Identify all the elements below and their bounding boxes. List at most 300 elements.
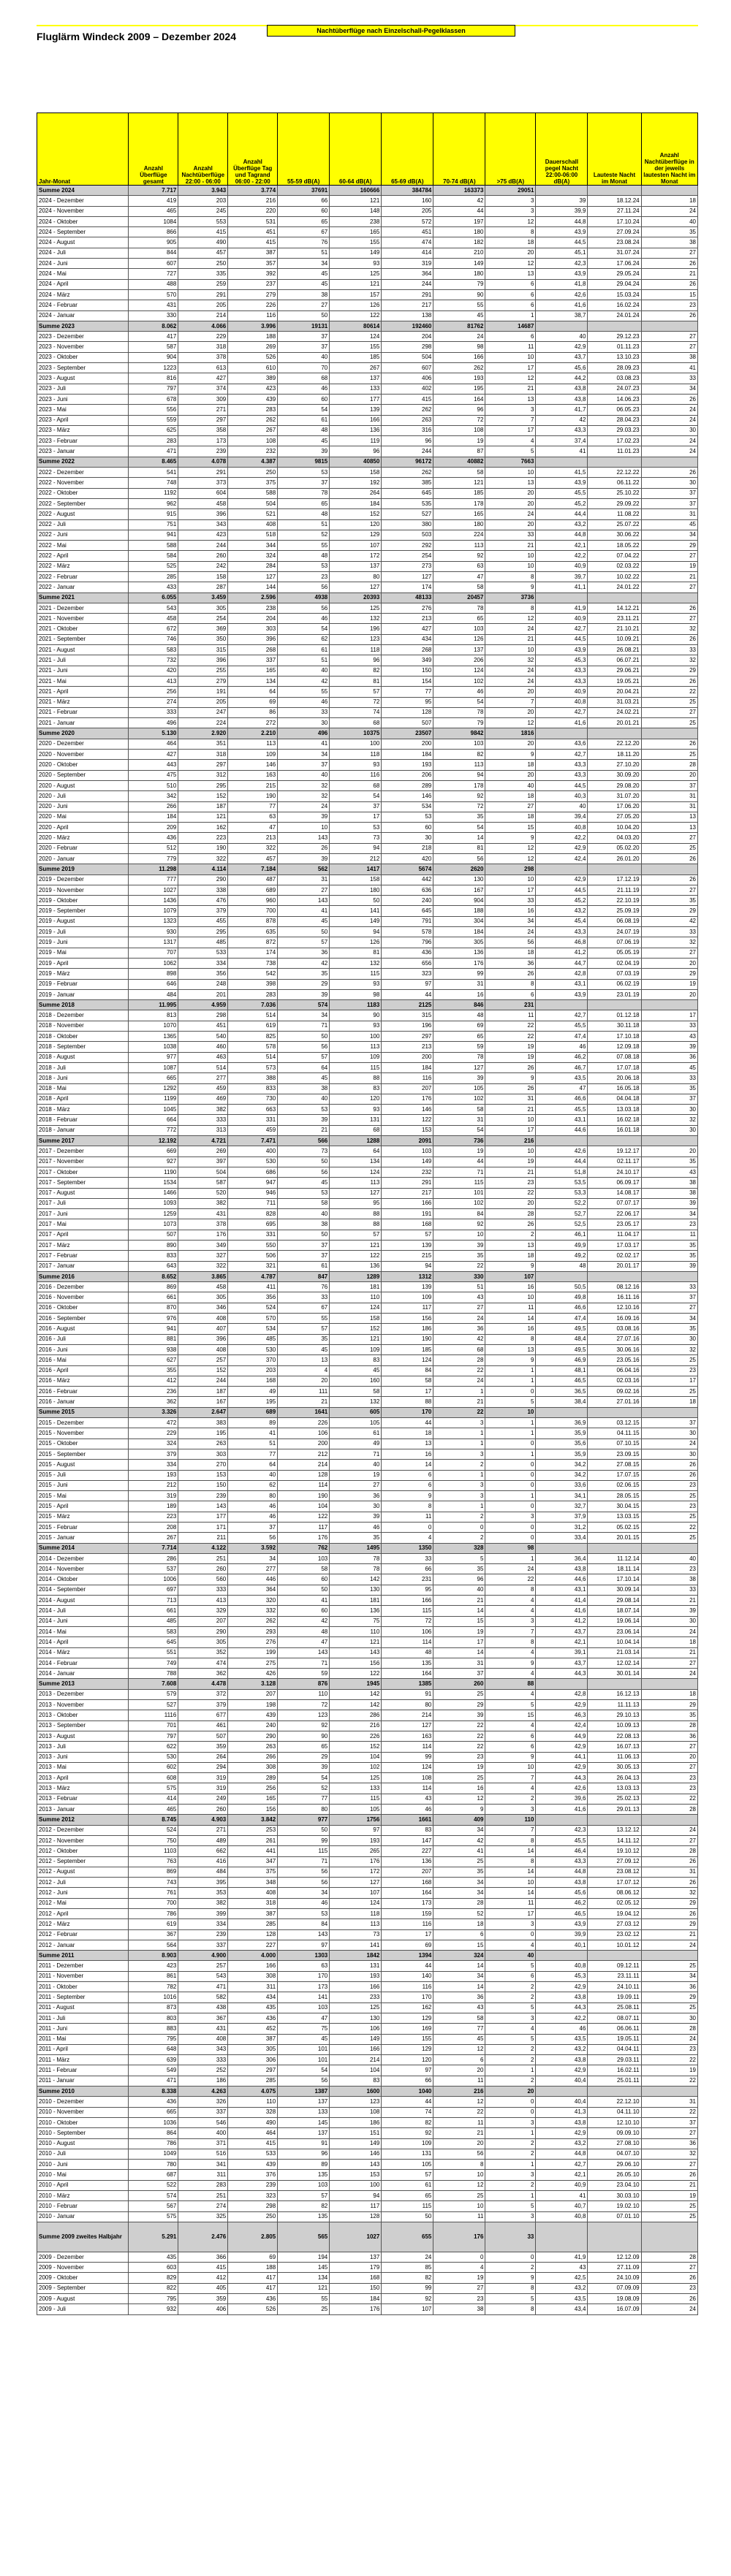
table-cell: 367 [129,1929,178,1940]
table-row [37,1219,698,1230]
table-cell: 24 [641,1825,697,1835]
table-cell: 20.01.21 [588,718,641,728]
table-cell: 471 [129,2076,178,2086]
table-cell: 45 [278,1073,330,1083]
table-cell: 40 [485,1951,536,1961]
summary-row [37,592,698,603]
table-cell: 527 [382,509,433,519]
table-cell: 103 [382,1146,433,1156]
table-cell: 42,7 [536,624,588,634]
table-cell: 298 [228,2201,278,2211]
table-cell: 521 [228,509,278,519]
table-cell: 6 [433,2055,485,2065]
table-cell: 37,4 [536,436,588,446]
table-cell: 20.01.15 [588,1533,641,1543]
table-cell: 236 [129,1387,178,1397]
table-cell: 730 [228,1094,278,1104]
table-cell: 45,1 [536,248,588,258]
table-cell: 522 [129,2180,178,2190]
table-cell: 22 [641,1794,697,1804]
table-cell: 29.09.22 [588,498,641,508]
table-cell: 41 [228,1428,278,1438]
table-cell: 263 [178,1438,228,1449]
table-cell: 101 [278,2055,330,2065]
row-label: 2015 - August [37,1460,129,1470]
table-cell: 109 [330,1052,382,1062]
table-cell: 143 [330,2160,382,2170]
table-cell: 180 [433,519,485,530]
summary-row [37,1407,698,1417]
table-cell: 24 [382,2252,433,2262]
table-cell: 4.787 [228,1271,278,1281]
table-cell: 59 [433,1042,485,1052]
table-cell: 22 [433,1720,485,1731]
table-cell: 665 [129,1073,178,1083]
table-cell: 9 [433,1805,485,1815]
table-cell: 132 [330,958,382,968]
table-cell: 71 [330,1449,382,1459]
table-cell: 305 [433,937,485,948]
table-cell: 107 [382,2304,433,2314]
table-cell: 120 [330,1094,382,1104]
table-cell: 136 [382,1856,433,1867]
table-cell: 21 [641,1929,697,1940]
table-cell: 5 [485,2034,536,2044]
row-label: 2022 - Juni [37,530,129,540]
table-cell: 1 [485,1376,536,1386]
table-cell: 26 [641,603,697,613]
table-cell: 26 [485,1083,536,1094]
table-cell: 54 [433,823,485,833]
table-cell: 72 [382,1616,433,1626]
row-label: Summe 2017 [37,1136,129,1146]
table-cell: 164 [433,394,485,404]
table-cell: 160 [330,1376,382,1386]
row-label: Summe 2021 [37,592,129,603]
table-cell: 43,3 [536,425,588,435]
table-cell: 186 [330,2117,382,2127]
table-cell: 43,4 [536,2304,588,2314]
table-cell: 206 [433,655,485,666]
table-cell: 42,1 [536,541,588,551]
table-cell: 290 [228,1731,278,1741]
table-cell: 103 [278,1553,330,1563]
table-cell: 512 [129,843,178,853]
table-cell: 39 [278,446,330,457]
table-row [37,1689,698,1699]
table-cell: 446 [228,1574,278,1585]
table-cell: 535 [382,498,433,508]
table-cell: 274 [178,2201,228,2211]
table-cell: 41,2 [536,948,588,958]
table-cell: 143 [330,1647,382,1658]
table-cell: 176 [433,2222,485,2252]
row-label: 2024 - Mai [37,269,129,279]
table-row [37,958,698,968]
table-cell: 199 [228,1647,278,1658]
table-cell: 4.078 [178,457,228,467]
table-cell: 732 [129,655,178,666]
table-cell: 36,4 [536,1553,588,1563]
table-cell: 7.184 [228,864,278,874]
table-row [37,1376,698,1386]
table-cell: 07.04.22 [588,551,641,561]
table-cell: 34 [485,916,536,926]
row-label: 2020 - April [37,823,129,833]
table-cell: 23 [641,300,697,310]
table-cell: 286 [129,1553,178,1563]
table-cell: 59 [278,1669,330,1679]
table-cell: 139 [382,1282,433,1292]
table-cell: 30 [641,425,697,435]
table-cell: 35 [278,969,330,979]
column-header: Anzahl Nachtüberflüge 22:00 - 06:00 [178,113,228,186]
row-label: 2013 - September [37,1720,129,1731]
table-cell: 49 [228,1387,278,1397]
table-cell: 40 [641,1553,697,1563]
table-cell: 55 [278,541,330,551]
table-cell: 645 [382,906,433,916]
table-cell: 14 [485,1314,536,1324]
table-cell: 10.04.20 [588,823,641,833]
table-cell: 791 [382,916,433,926]
table-cell: 41,1 [536,582,588,592]
table-cell: 4.478 [178,1679,228,1689]
row-label: Summe 2024 [37,186,129,196]
table-cell: 1 [485,2128,536,2138]
table-cell: 11.11.13 [588,1700,641,1710]
table-cell: 244 [178,541,228,551]
table-row [37,948,698,958]
table-row [37,969,698,979]
table-cell: 41,4 [536,1596,588,1606]
table-cell: 184 [382,750,433,760]
table-cell: 5 [485,2294,536,2304]
table-cell: 648 [129,2044,178,2054]
table-cell: 34,2 [536,1470,588,1480]
table-cell: 85 [382,2263,433,2273]
table-cell: 455 [178,916,228,926]
table-cell: 1016 [129,1992,178,2003]
row-label: 2015 - Februar [37,1523,129,1533]
table-cell: 382 [178,1898,228,1908]
table-cell: 04.03.20 [588,833,641,843]
table-row [37,468,698,478]
table-cell: 62 [278,634,330,644]
table-cell: 25 [641,1961,697,1971]
table-cell: 46 [382,1805,433,1815]
table-row [37,896,698,906]
table-cell: 98 [485,1543,536,1553]
table-cell [536,592,588,603]
table-cell: 208 [129,1523,178,1533]
table-cell: 566 [278,1136,330,1146]
table-cell: 160666 [330,186,382,196]
table-cell: 46 [330,1523,382,1533]
table-cell: 82 [382,2117,433,2127]
table-cell: 93 [330,1105,382,1115]
row-label: 2021 - April [37,687,129,697]
table-cell: 534 [228,1324,278,1334]
table-cell: 475 [129,770,178,780]
table-cell: 04.11.10 [588,2107,641,2117]
row-label: 2015 - Juni [37,1480,129,1490]
table-cell [536,728,588,739]
table-cell: 80 [228,1491,278,1501]
table-cell: 46 [228,1501,278,1512]
table-cell: 96 [433,405,485,415]
table-cell: 408 [178,1314,228,1324]
table-cell: 96 [330,446,382,457]
table-cell: 24 [433,1314,485,1324]
table-cell: 01.11.23 [588,342,641,352]
table-cell: 104 [330,1752,382,1762]
table-cell: 382 [178,1105,228,1115]
table-cell: 08.06.12 [588,1888,641,1898]
table-cell: 19.06.14 [588,1616,641,1626]
table-row [37,237,698,248]
table-cell: 3 [433,1491,485,1501]
table-cell: 44 [433,1156,485,1167]
table-cell: 23.05.16 [588,1355,641,1365]
table-cell: 06.08.19 [588,916,641,926]
table-cell: 43 [536,2263,588,2273]
table-cell: 77 [433,2024,485,2034]
table-cell: 39 [278,989,330,999]
table-cell: 14.06.23 [588,394,641,404]
table-cell: 46,3 [536,1710,588,1720]
column-header: >75 dB(A) [485,113,536,186]
table-cell: 43,7 [536,1658,588,1668]
table-cell: 822 [129,2283,178,2293]
row-label: 2022 - August [37,509,129,519]
table-cell: 52 [433,1908,485,1918]
table-cell: 02.05.12 [588,1898,641,1908]
table-cell: 746 [129,634,178,644]
table-cell: 153 [178,1470,228,1480]
table-cell: 19 [433,1762,485,1772]
table-cell: 90 [433,289,485,300]
table-cell: 415 [228,237,278,248]
table-cell: 43,9 [536,269,588,279]
table-cell: 204 [228,614,278,624]
table-cell: 174 [228,948,278,958]
table-cell: 4 [485,1669,536,1679]
row-label: 2013 - Juli [37,1742,129,1752]
table-cell: 1087 [129,1062,178,1072]
row-label: 2014 - Februar [37,1658,129,1668]
table-cell: 50 [278,1156,330,1167]
table-cell: 94 [433,770,485,780]
table-cell: 12.12.09 [588,2252,641,2262]
table-cell: 607 [382,363,433,373]
table-cell: 602 [129,1762,178,1772]
row-label: 2016 - Dezember [37,1282,129,1292]
table-cell: 484 [178,1867,228,1877]
table-cell: 290 [178,1626,228,1636]
row-label: 2010 - Dezember [37,2097,129,2107]
table-cell: 2 [485,2138,536,2149]
table-cell: 82 [433,750,485,760]
table-cell: 124 [330,332,382,342]
table-row [37,1616,698,1626]
table-cell: 24 [485,509,536,519]
table-cell: 08.12.16 [588,1282,641,1292]
table-cell: 4 [485,436,536,446]
row-label: 2011 - Dezember [37,1961,129,1971]
table-cell: 359 [178,1742,228,1752]
table-cell: 38 [278,1219,330,1230]
row-label: 2018 - November [37,1021,129,1031]
table-cell: 1 [485,1491,536,1501]
table-cell: 34 [278,750,330,760]
table-cell: 04.04.18 [588,1094,641,1104]
table-cell: 20 [485,488,536,498]
table-cell: 77 [278,1794,330,1804]
table-cell: 533 [228,2149,278,2159]
row-label: 2019 - November [37,885,129,895]
table-cell: 342 [129,791,178,801]
table-cell: 36 [485,958,536,968]
table-cell: 25 [641,718,697,728]
table-cell: 796 [382,937,433,948]
summary-row [37,1271,698,1281]
table-cell: 270 [178,1460,228,1470]
row-label: 2011 - Oktober [37,1982,129,1992]
table-row [37,750,698,760]
table-cell: 184 [330,2294,382,2304]
table-cell: 417 [228,2283,278,2293]
row-label: 2014 - April [37,1637,129,1647]
table-cell: 19.09.11 [588,1992,641,2003]
table-cell: 108 [330,2107,382,2117]
table-cell: 803 [129,2013,178,2023]
table-cell: 40 [485,780,536,790]
table-cell: 163373 [433,186,485,196]
table-cell: 4 [485,1783,536,1794]
table-cell: 17 [485,885,536,895]
table-cell: 26 [641,2170,697,2180]
table-cell: 686 [228,1167,278,1177]
table-cell: 38 [641,352,697,362]
table-cell: 166 [228,1961,278,1971]
table-cell: 941 [129,530,178,540]
table-cell: 31 [485,1094,536,1104]
table-cell: 1 [485,1449,536,1459]
table-cell: 211 [178,1533,228,1543]
table-cell: 29 [641,1700,697,1710]
table-cell: 530 [228,1344,278,1354]
table-cell: 263 [382,415,433,425]
table-cell: 42 [278,958,330,968]
table-cell: 20457 [433,592,485,603]
table-cell: 687 [129,2170,178,2180]
table-row [37,666,698,676]
table-cell: 126 [330,937,382,948]
table-cell: 27 [641,1658,697,1668]
table-cell: 40 [641,216,697,226]
table-cell: 304 [433,916,485,926]
row-label: 2011 - Mai [37,2034,129,2044]
table-cell: 34 [641,1314,697,1324]
table-cell: 22 [485,1032,536,1042]
table-cell: 22 [485,1021,536,1031]
table-cell: 625 [129,425,178,435]
table-cell: 0 [485,1438,536,1449]
table-cell: 27 [641,332,697,342]
table-cell: 205 [178,300,228,310]
row-label: 2023 - Januar [37,446,129,457]
table-cell: 146 [382,791,433,801]
table-cell: 42,8 [536,1689,588,1699]
table-cell: 5674 [382,864,433,874]
table-cell: 786 [129,2138,178,2149]
table-cell: 19 [485,1052,536,1062]
table-cell: 46 [433,687,485,697]
table-cell: 121 [433,478,485,488]
table-cell: 255 [178,666,228,676]
table-cell [536,2087,588,2097]
table-cell: 65 [278,498,330,508]
table-cell: 27 [641,582,697,592]
table-cell: 51 [433,1282,485,1292]
table-cell: 45,2 [536,896,588,906]
table-cell: 193 [433,373,485,384]
table-cell: 24.02.21 [588,707,641,717]
table-cell: 43 [641,1167,697,1177]
table-cell: 42,4 [536,1720,588,1731]
table-cell: 45 [278,279,330,289]
table-cell: 15 [485,823,536,833]
table-cell: 330 [129,310,178,321]
table-cell: 25.01.11 [588,2076,641,2086]
table-cell: 414 [382,248,433,258]
table-cell: 181 [330,1596,382,1606]
table-cell: 25 [641,2201,697,2211]
table-cell: 126 [433,634,485,644]
table-cell: 07.01.10 [588,2211,641,2222]
table-cell: 13 [641,823,697,833]
table-cell: 54 [278,1773,330,1783]
table-cell: 65 [382,2191,433,2201]
table-cell: 41,6 [536,1606,588,1616]
table-cell: 163 [228,770,278,780]
table-cell: 79 [433,718,485,728]
row-label: 2013 - Januar [37,1805,129,1815]
table-cell: 48,4 [536,1334,588,1344]
table-cell: 41,6 [536,300,588,310]
table-cell: 727 [129,269,178,279]
table-row [37,1585,698,1595]
table-cell: 153 [382,1125,433,1135]
table-cell: 81 [330,948,382,958]
table-cell: 180 [330,885,382,895]
table-cell: 11.01.23 [588,446,641,457]
table-cell: 39 [433,1710,485,1720]
table-cell: 37 [641,2117,697,2127]
table-cell: 46 [278,697,330,707]
table-cell: 290 [178,874,228,885]
table-cell: 379 [129,1449,178,1459]
table-cell: 24.07.19 [588,927,641,937]
table-cell: 262 [228,415,278,425]
table-cell: 1 [433,1438,485,1449]
table-cell: 489 [178,1835,228,1845]
table-cell: 413 [178,1596,228,1606]
row-label: 2010 - August [37,2138,129,2149]
table-cell: 45,5 [536,1105,588,1115]
table-cell: 337 [228,655,278,666]
